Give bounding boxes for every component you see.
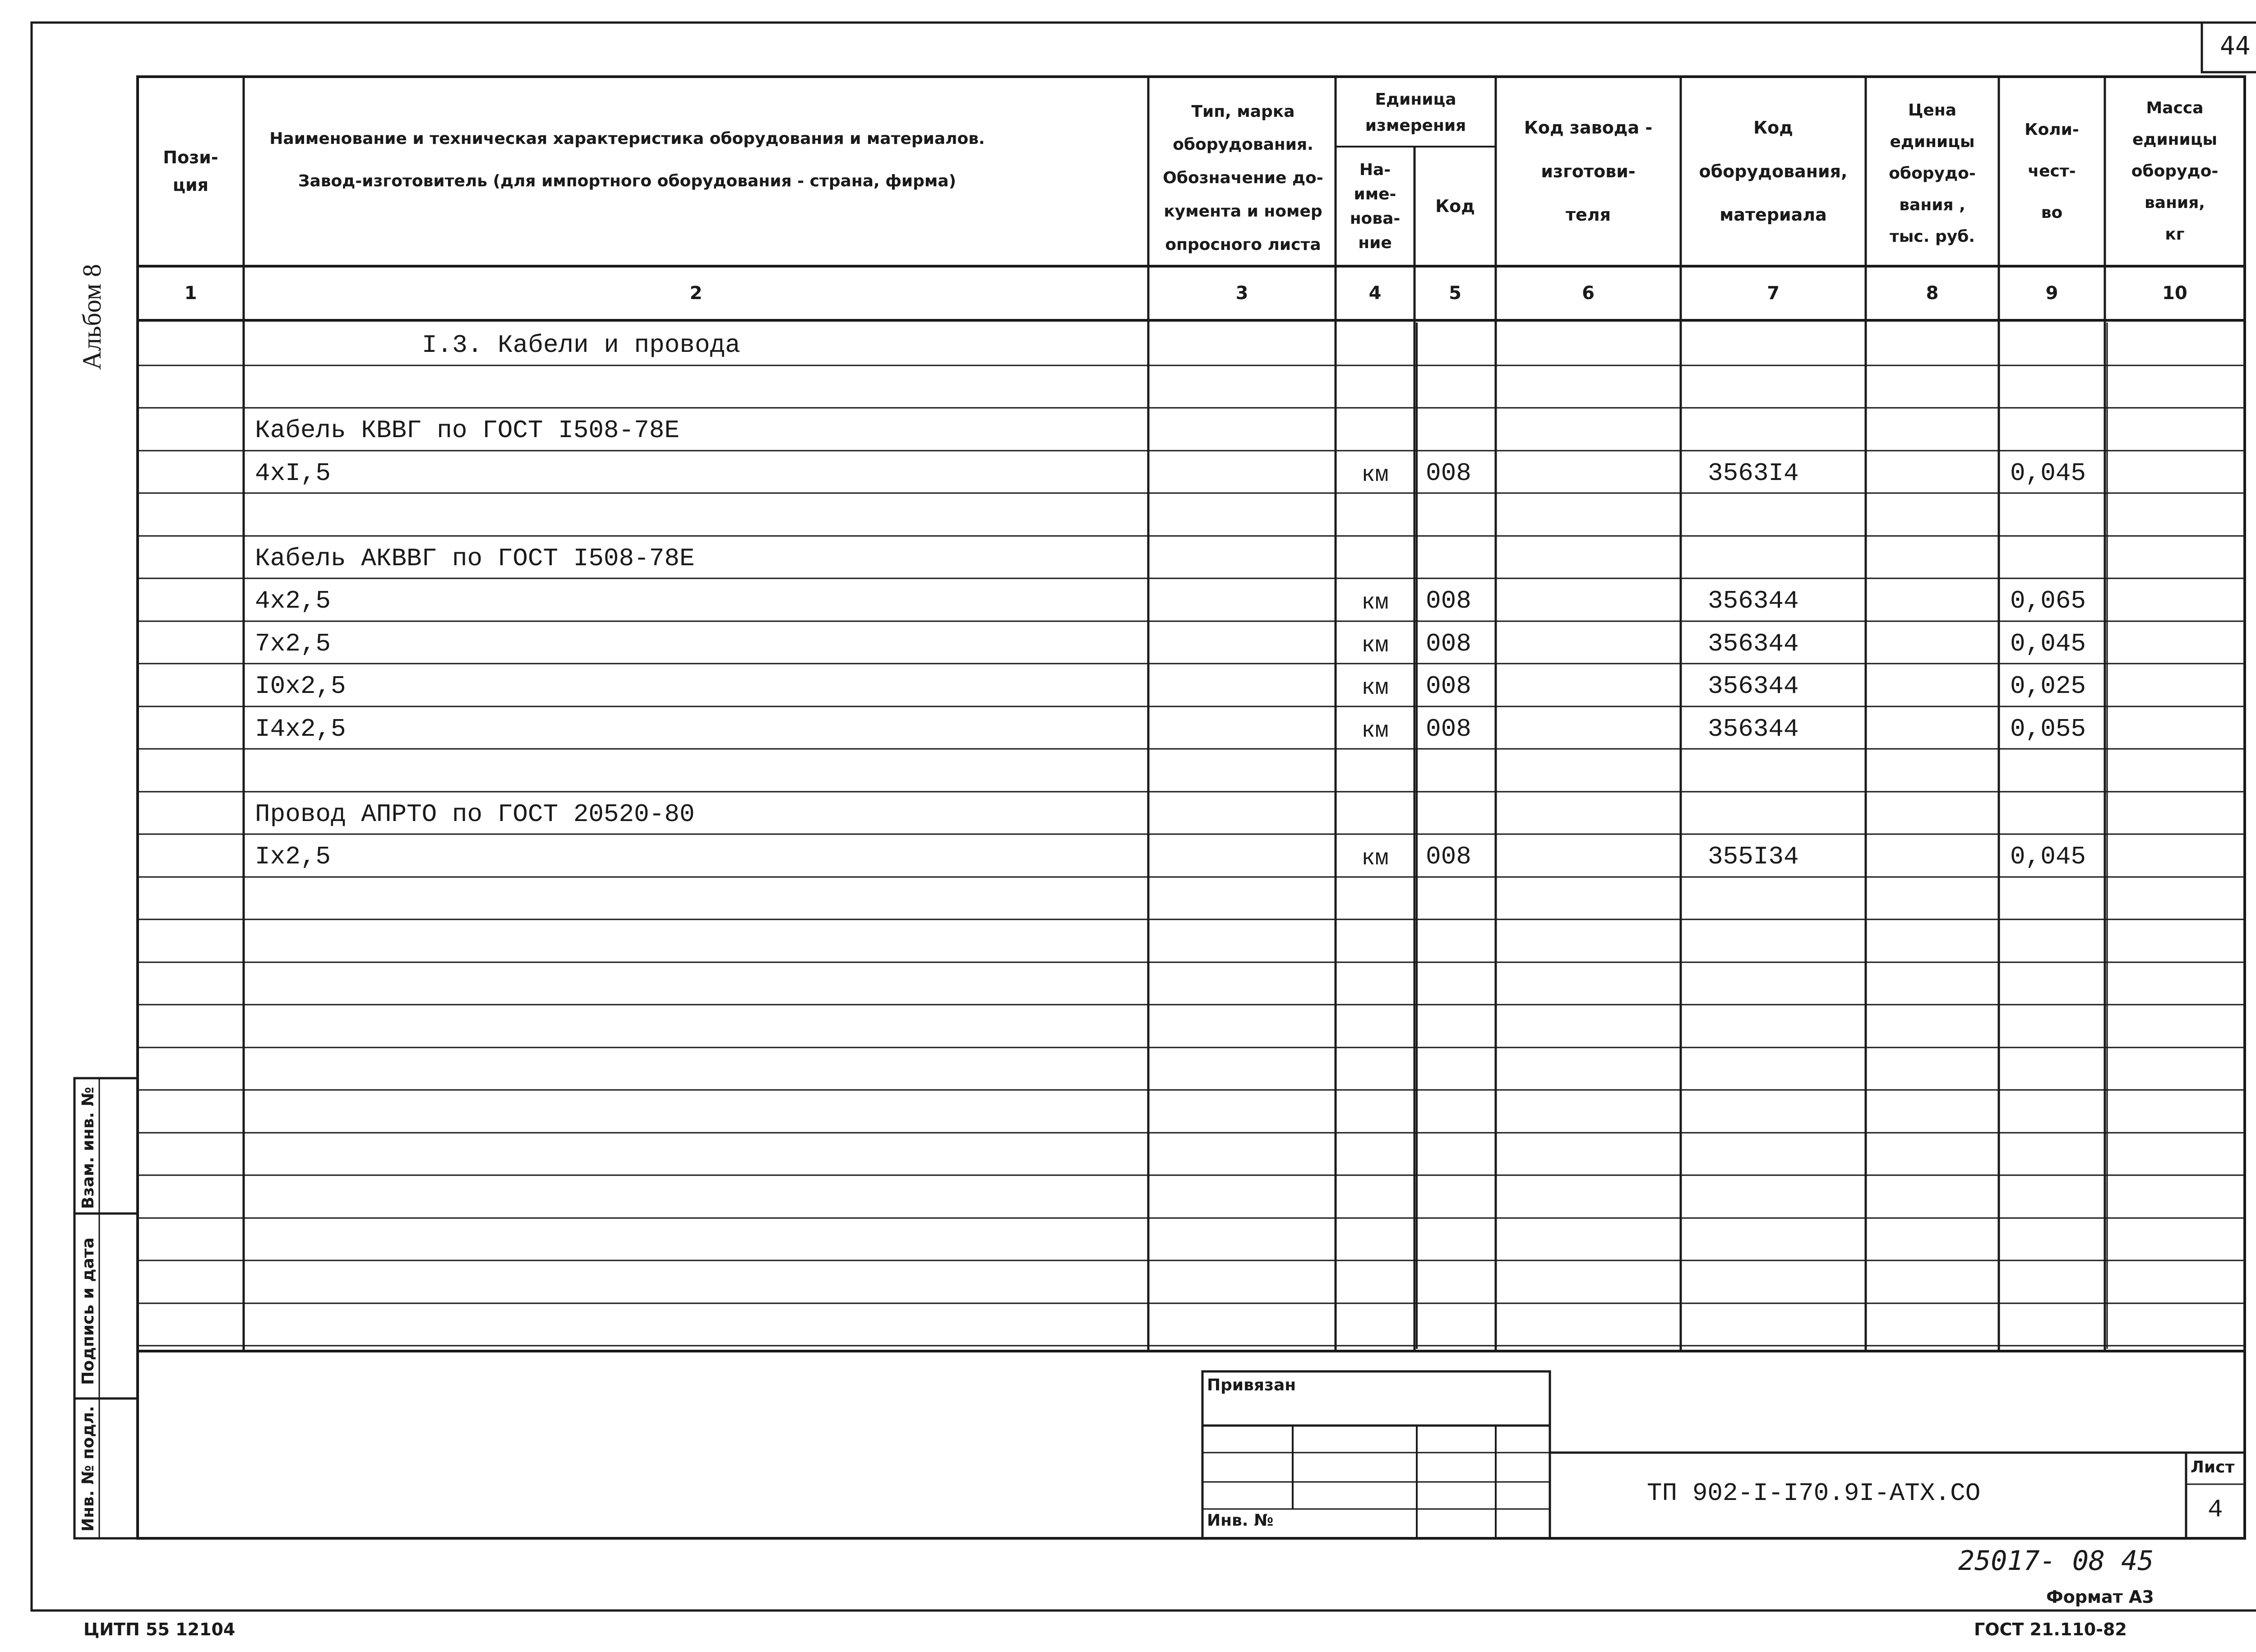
- row-unit-code: 008: [1426, 586, 1471, 615]
- header-unit: Единица измерения: [1365, 90, 1466, 135]
- header-mass: Масса единицы оборудо- вания, кг: [2131, 98, 2219, 244]
- row-name: Кабель АКВВГ по ГОСТ I508-78Е: [255, 544, 695, 573]
- row-unit: км: [1361, 633, 1389, 659]
- row-unit-code: 008: [1426, 715, 1471, 743]
- inv-number-label: Инв. №: [1207, 1511, 1274, 1530]
- row-name: Iх2,5: [255, 842, 331, 871]
- header-type: Тип, марка оборудования. Обозначение до- кумента и номер опросного листа: [1163, 102, 1323, 254]
- stamp-original-inv-label: Инв. № подл.: [79, 1406, 97, 1532]
- row-unit-code: 008: [1426, 459, 1471, 488]
- row-material-code: 356344: [1708, 586, 1799, 615]
- row-quantity: 0,045: [2010, 842, 2086, 871]
- sheet-value: 4: [2208, 1495, 2223, 1524]
- row-quantity: 0,065: [2010, 586, 2086, 615]
- sheet-number-top: 44: [2220, 32, 2251, 61]
- row-name: I4х2,5: [255, 715, 346, 743]
- row-material-code: 3563I4: [1708, 459, 1799, 488]
- col-number-3: 3: [1235, 283, 1248, 304]
- col-number-7: 7: [1767, 283, 1780, 304]
- row-name: I.3. Кабели и провода: [422, 331, 740, 360]
- row-name: 4х2,5: [255, 586, 331, 615]
- row-name: 4хI,5: [255, 459, 331, 488]
- header-unit-code: Код: [1435, 196, 1475, 217]
- handwritten-archive-number: 25017- 08 45: [1958, 1545, 2154, 1577]
- col-number-9: 9: [2045, 283, 2058, 304]
- row-name: I0х2,5: [255, 672, 346, 701]
- header-price: Цена единицы оборудо- вания , тыс. руб.: [1889, 101, 1976, 246]
- row-unit-code: 008: [1426, 629, 1471, 658]
- row-unit: км: [1361, 846, 1389, 872]
- stamp-replaces-inv-label: Взам. инв. №: [79, 1087, 97, 1209]
- album-label: Альбом 8: [77, 264, 106, 370]
- row-unit-code: 008: [1426, 842, 1471, 871]
- col-number-6: 6: [1582, 283, 1595, 304]
- col-number-1: 1: [184, 283, 197, 304]
- publisher-code: ЦИТП 55 12104: [83, 1620, 236, 1639]
- header-unit-name: На- име- нова- ние: [1350, 160, 1401, 252]
- row-material-code: 355I34: [1708, 842, 1799, 871]
- header-position: Пози- ция: [163, 148, 218, 195]
- col-number-10: 10: [2162, 283, 2187, 304]
- row-unit: км: [1361, 590, 1389, 616]
- header-name: Наименование и техническая характеристика оборудования и материалов. Завод-изготовитель (для импортного оборудования - страна, фирма): [269, 129, 985, 190]
- header-material-code: Код оборудования, материала: [1699, 117, 1848, 225]
- linked-label: Привязан: [1207, 1376, 1296, 1394]
- col-number-8: 8: [1926, 283, 1939, 304]
- document-code: ТП 902-I-I70.9I-АТХ.СО: [1647, 1479, 1981, 1508]
- row-quantity: 0,055: [2010, 715, 2086, 743]
- row-material-code: 356344: [1708, 672, 1799, 701]
- format-label: Формат А3: [2046, 1587, 2154, 1607]
- row-quantity: 0,025: [2010, 672, 2086, 701]
- col-number-5: 5: [1449, 283, 1461, 304]
- row-quantity: 0,045: [2010, 459, 2086, 488]
- row-name: 7х2,5: [255, 629, 331, 658]
- row-unit: км: [1361, 718, 1389, 744]
- row-name: Провод АПРТО по ГОСТ 20520-80: [255, 800, 695, 829]
- header-plant-code: Код завода - изготови- теля: [1524, 117, 1653, 225]
- row-material-code: 356344: [1708, 629, 1799, 658]
- row-unit-code: 008: [1426, 672, 1471, 701]
- stamp-signature-date-label: Подпись и дата: [79, 1237, 97, 1385]
- gost-reference: ГОСТ 21.110-82: [1974, 1620, 2127, 1639]
- col-number-2: 2: [689, 283, 703, 304]
- row-unit: км: [1361, 462, 1389, 488]
- sheet-label: Лист: [2191, 1458, 2235, 1477]
- row-quantity: 0,045: [2010, 629, 2086, 658]
- row-name: Кабель КВВГ по ГОСТ I508-78Е: [255, 416, 680, 445]
- col-number-4: 4: [1368, 283, 1382, 304]
- header-quantity: Коли- чест- во: [2025, 120, 2079, 222]
- row-material-code: 356344: [1708, 715, 1799, 743]
- row-unit: км: [1361, 675, 1389, 701]
